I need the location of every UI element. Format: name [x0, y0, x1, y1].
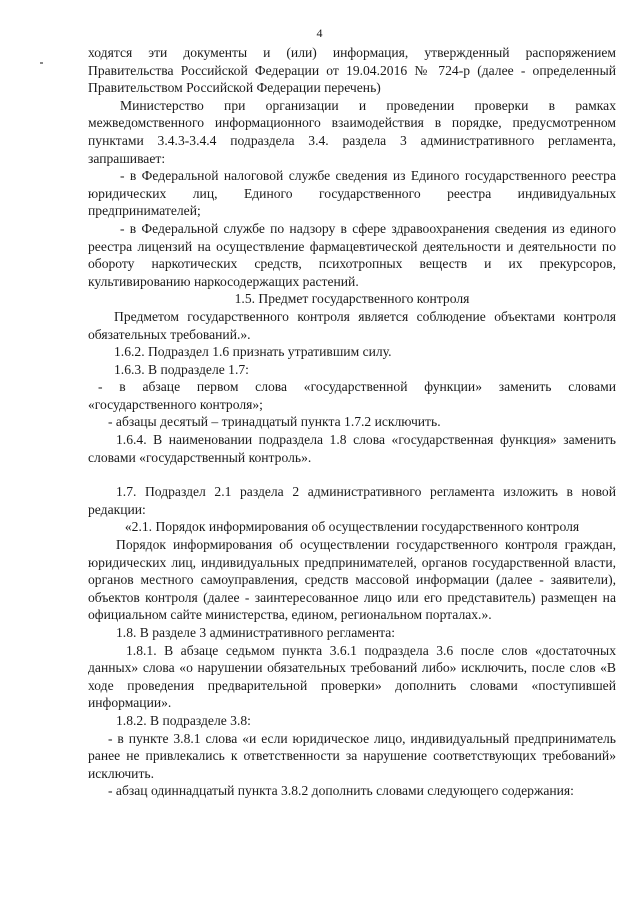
- paragraph: 1.8.2. В подразделе 3.8:: [116, 712, 251, 728]
- list-item: - абзацы десятый – тринадцатый пункта 1.7.2 исключить.: [108, 414, 441, 430]
- page-number: 4: [316, 26, 323, 40]
- paragraph: Предметом государственного контроля является соблюдение объектами контроля обязательных требований.».: [88, 308, 616, 342]
- paragraph: 1.8. В разделе 3 административного регламента:: [116, 625, 396, 640]
- paragraph: Министерство при организации и проведении проверки в рамках межведомственного информационного взаимодействия в порядке, предусмотренном пунктами 3.4.3-3.4.4 подраздела 3.4. раздела 3 административного регламента, запрашивает:: [88, 97, 616, 166]
- list-item: - в Федеральной налоговой службе сведения из Единого государственного реестра юридических лиц, Единого государственного реестра индивидуальных предпринимателей;: [88, 168, 616, 219]
- document-body: [88, 44, 616, 800]
- section-heading: 1.5. Предмет государственного контроля: [234, 291, 470, 307]
- scan-mark: [40, 62, 43, 64]
- list-item: - в Федеральной службе по надзору в сфере здравоохранения сведения из единого реестра лицензий на осуществление фармацевтической деятельности и деятельности по обороту наркотических средств, психотропных веществ и их прекурсоров, культивированию наркосодержащих растений.: [88, 220, 616, 289]
- blank-line: [88, 466, 616, 483]
- list-item: - в абзаце первом слова «государственной функции» заменить словами «государственного контроля»;: [88, 379, 616, 412]
- paragraph: Порядок информирования об осуществлении государственного контроля граждан, юридических лиц, индивидуальных предпринимателей, органов государственной власти, органов местного самоуправления, средств массовой информации (далее - заявители), объектов контроля (далее - заинтересованное лицо или его представитель) размещен на официальном сайте министерства, едином, региональном порталах.».: [88, 537, 616, 623]
- paragraph: 1.6.2. Подраздел 1.6 признать утратившим силу.: [114, 344, 392, 360]
- paragraph: 1.8.1. В абзаце седьмом пункта 3.6.1 подраздела 3.6 после слов «достаточных данных» слова «о нарушении обязательных требований либо» исключить, после слов «В ходе проведения предварительной проверки» дополнить словами «поступившей информации».: [88, 642, 616, 711]
- paragraph: ходятся эти документы и (или) информация, утвержденный распоряжением Правительства Российской Федерации от 19.04.2016 № 724-р (далее - определенный Правительством Российской Федерации перечень): [88, 45, 616, 96]
- list-item: - абзац одиннадцатый пункта 3.8.2 дополнить словами следующего содержания:: [108, 783, 574, 799]
- paragraph: 1.7. Подраздел 2.1 раздела 2 административного регламента изложить в новой редакции:: [88, 484, 616, 517]
- list-item: - в пункте 3.8.1 слова «и если юридическое лицо, индивидуальный предприниматель ранее не привлекались к ответственности за нарушение соответствующих требований» исключить.: [88, 730, 616, 781]
- section-heading: «2.1. Порядок информирования об осуществлении государственного контроля: [124, 519, 580, 535]
- paragraph: 1.6.4. В наименовании подраздела 1.8 слова «государственная функция» заменить словами «государственный контроль».: [88, 432, 616, 465]
- paragraph: 1.6.3. В подразделе 1.7:: [114, 361, 249, 377]
